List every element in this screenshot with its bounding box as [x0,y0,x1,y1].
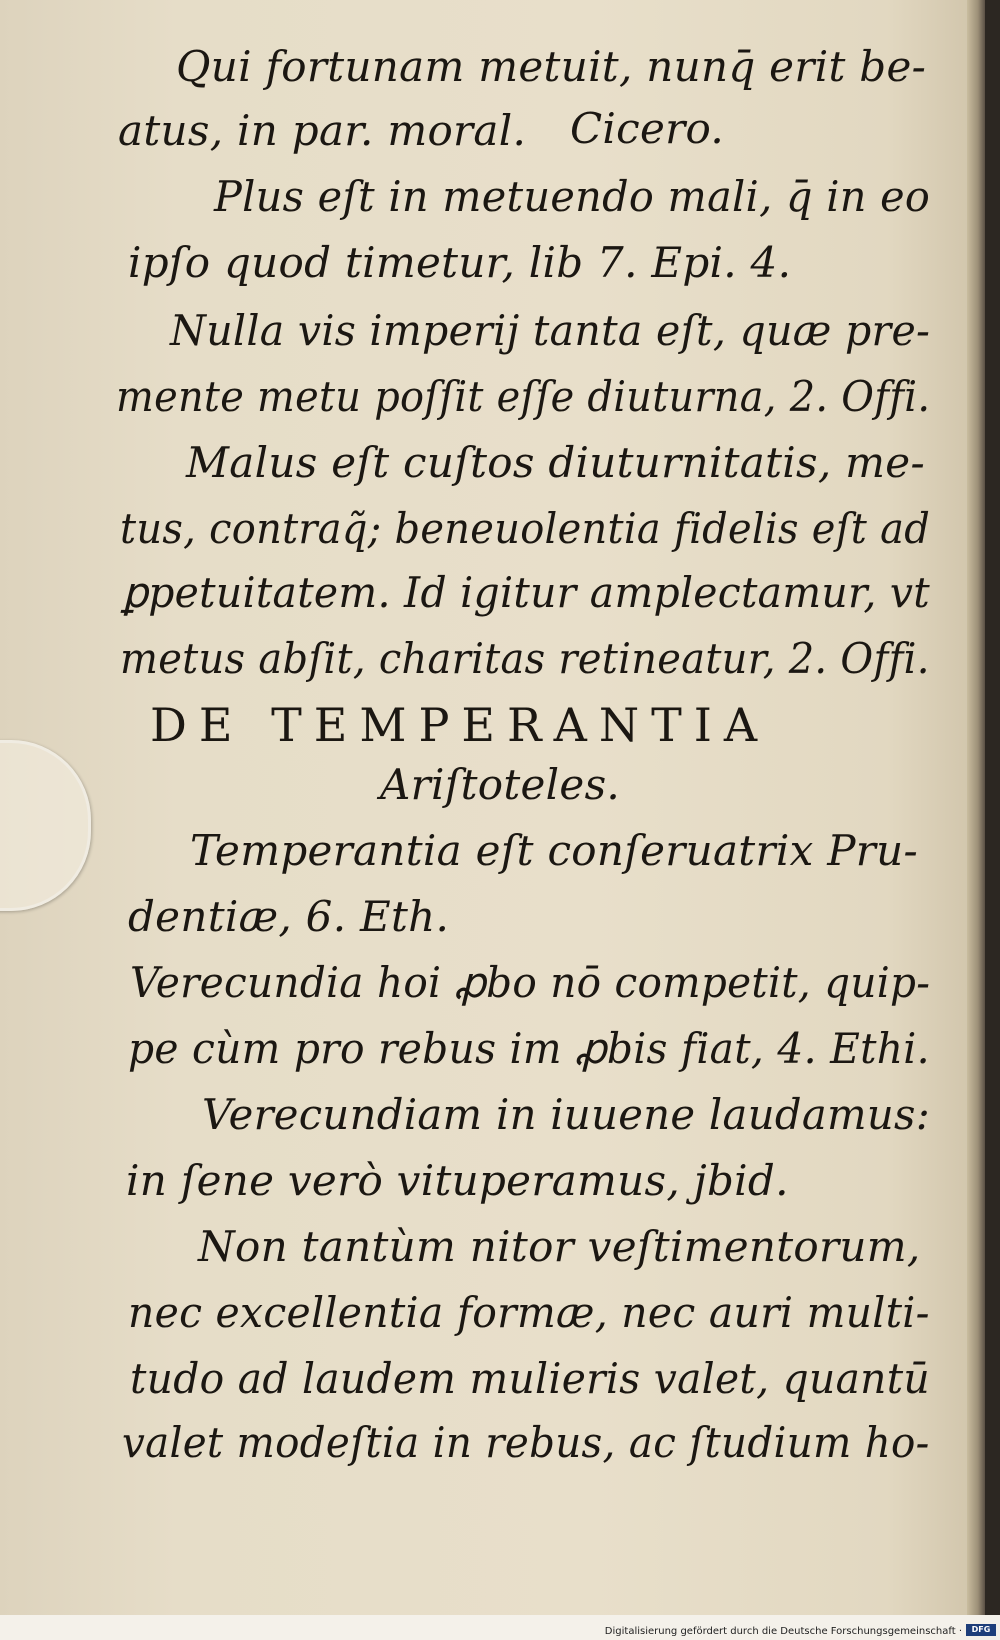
text-line: Verecundia hoi ꝓbo nō competit, quip- [130,958,931,1007]
text-line: Qui fortunam metuit, nunq̄ erit be- [176,42,927,91]
text-line: Verecundiam in iuuene laudamus: [202,1090,931,1139]
text-line: mente metu poſſit eſſe diuturna, 2. Offi. [116,372,931,421]
digitization-credit: Digitalisierung gefördert durch die Deutsche Forschungsgemeinschaft · [604,1626,962,1637]
text-line: ꝑpetuitatem. Id igitur amplectamur, vt [122,568,930,617]
text-line: in ſene verò vituperamus, jbid. [126,1156,789,1205]
text-line: ipſo quod timetur, lib 7. Epi. 4. [128,238,792,287]
author-attribution: Ariſtoteles. [380,760,621,809]
text-line: dentiæ, 6. Eth. [128,892,450,941]
page-edge [967,0,985,1615]
text-line: atus, in par. moral. [118,106,527,155]
text-line: Non tantùm nitor veſtimentorum, [198,1222,921,1271]
text-line: tudo ad laudem mulieris valet, quantū [130,1354,930,1403]
text-line: metus abſit, charitas retineatur, 2. Offi. [120,634,930,683]
text-line: pe cùm pro rebus im ꝓbis fiat, 4. Ethi. [128,1024,930,1073]
text-line: tus, contraq̃; beneuolentia fidelis eſt ad [120,504,931,553]
text-line: nec excellentia formæ, nec auri multi- [128,1288,930,1337]
text-line: valet modeſtia in rebus, ac ſtudium ho- [122,1418,930,1467]
text-line: Plus eſt in metuendo mali, q̄ in eo [214,172,931,221]
section-heading: DE TEMPERANTIA [150,698,770,752]
text-line: Temperantia eſt conſeruatrix Pru- [190,826,919,875]
text-line: Malus eſt cuſtos diuturnitatis, me- [186,438,925,487]
text-line: Nulla vis imperij tanta eſt, quæ pre- [170,306,931,355]
author-attribution: Cicero. [570,104,725,153]
dfg-logo: DFG [966,1624,996,1636]
